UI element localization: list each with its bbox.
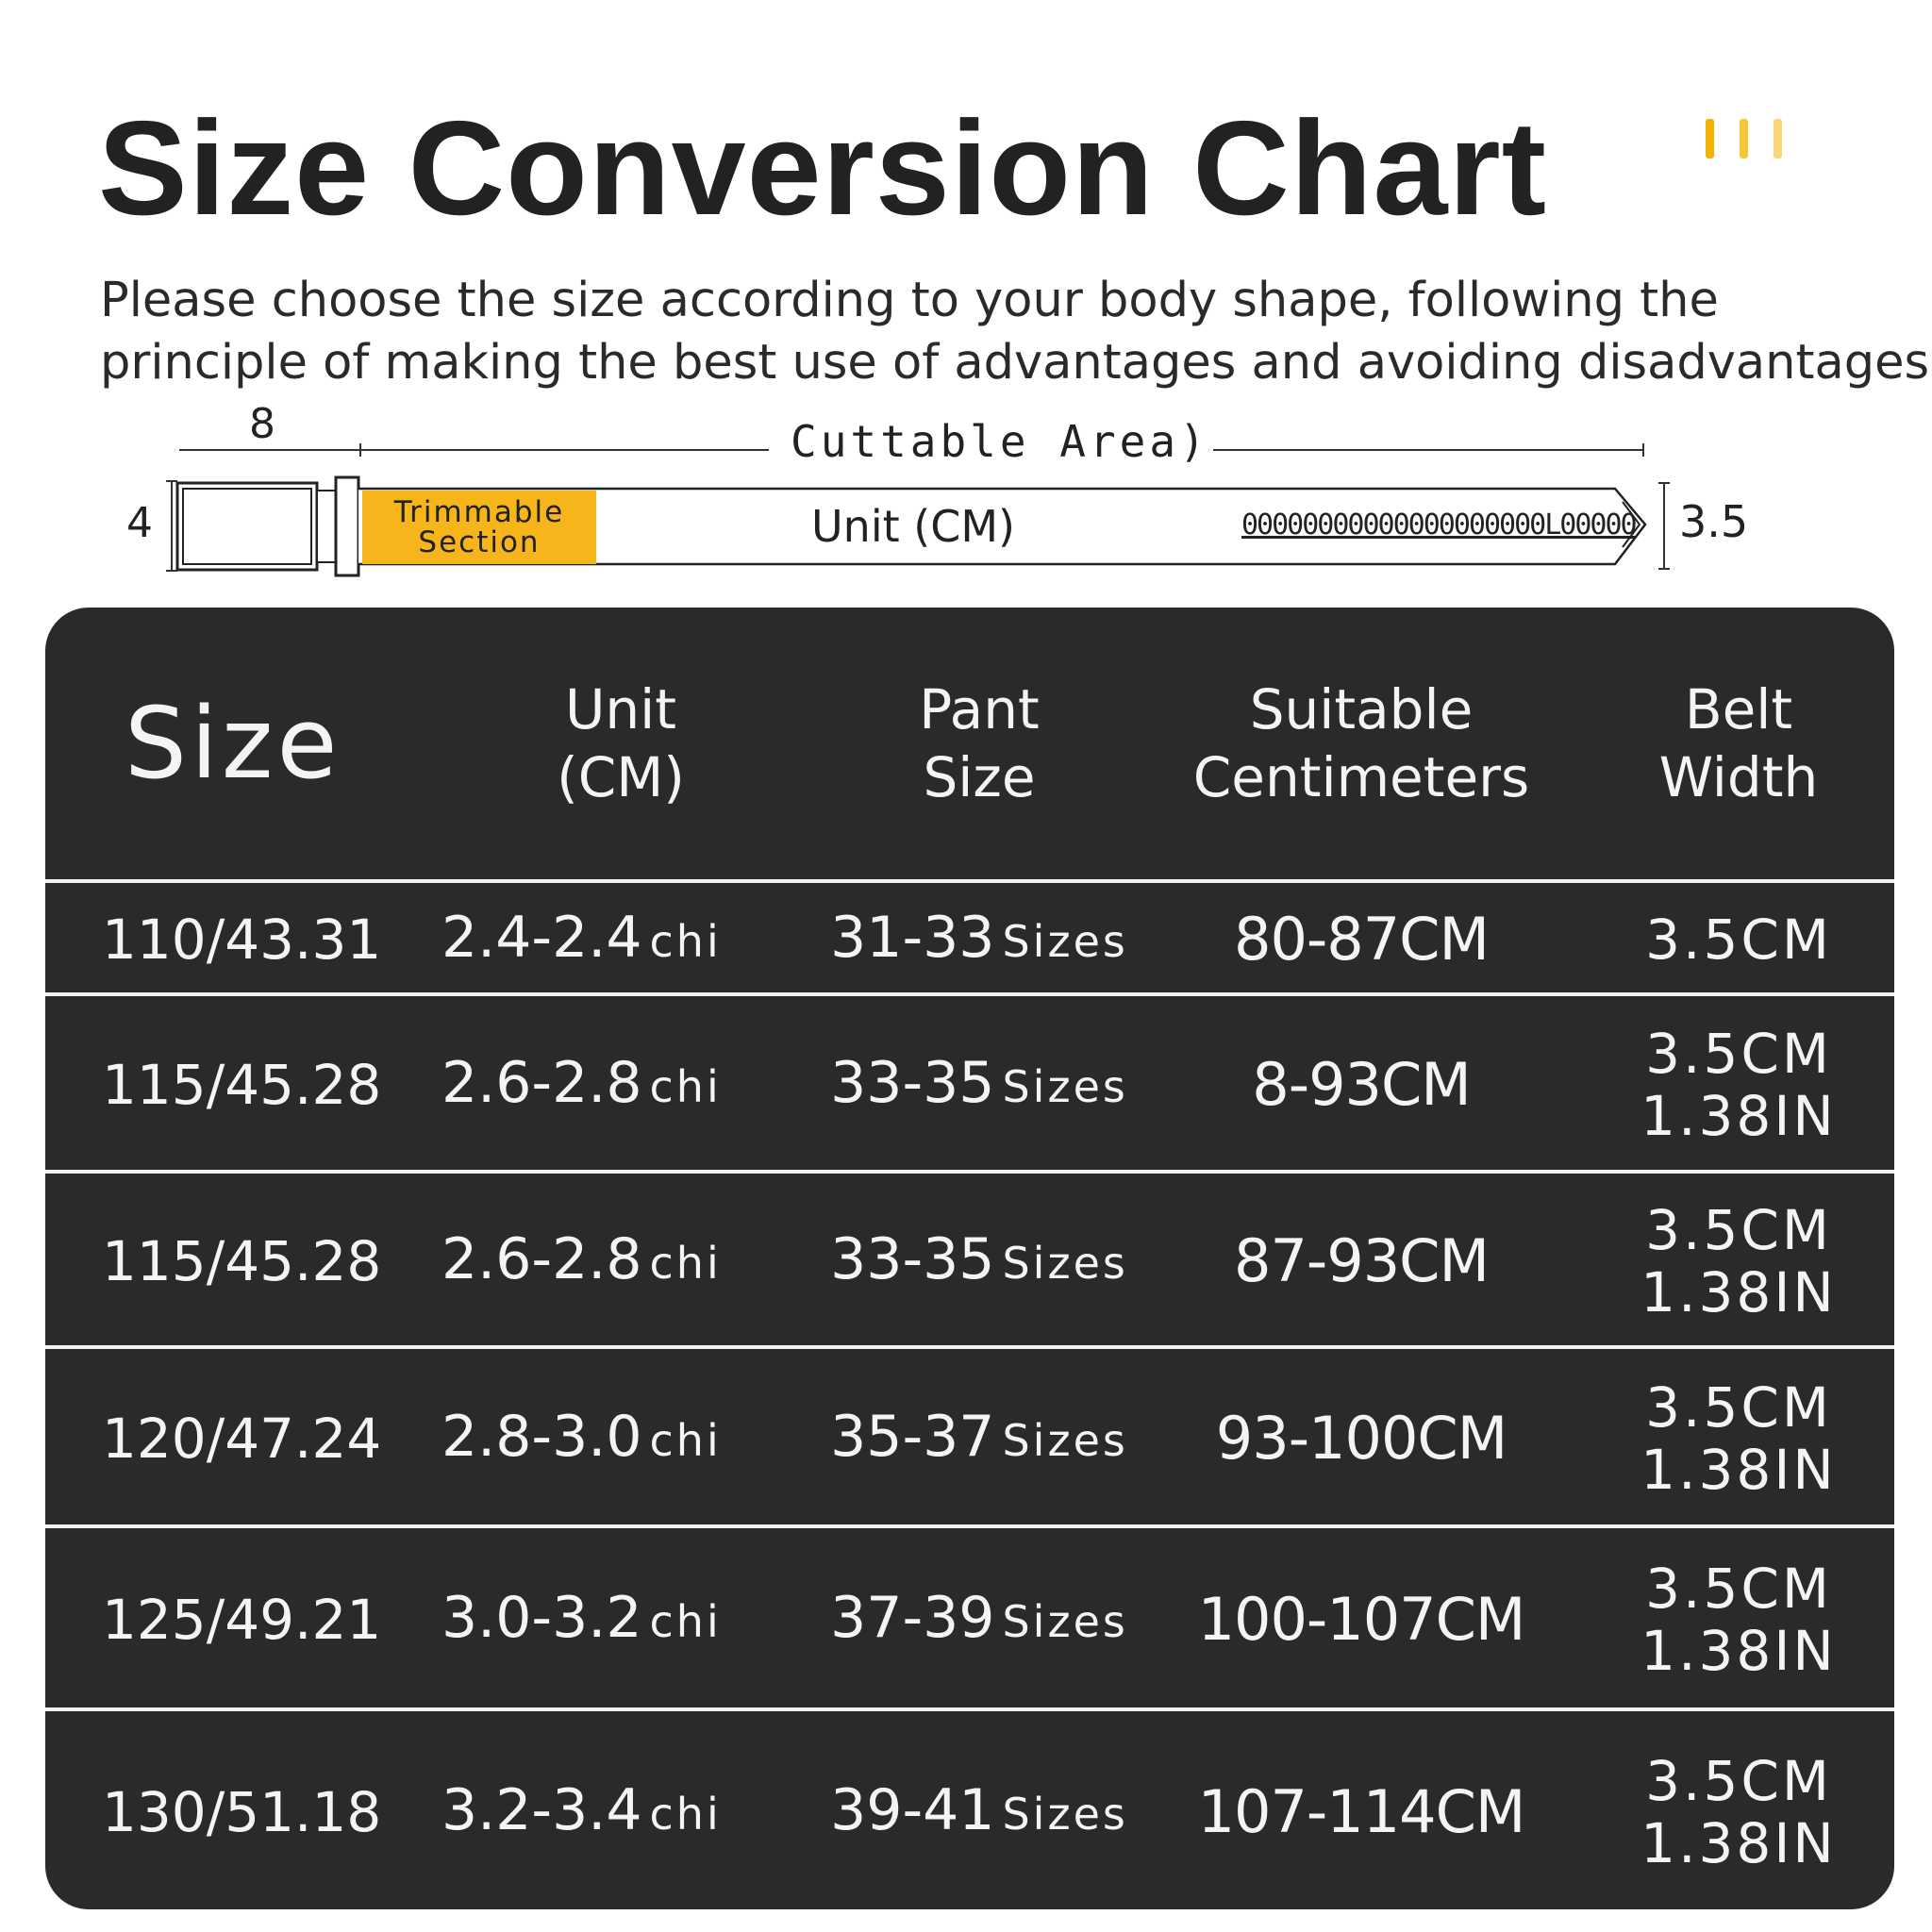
cell-centimeters: 80-87CM [1234, 905, 1489, 974]
belt-width-label: 3.5 [1679, 496, 1749, 547]
cell-size: 125/49.21 [102, 1588, 382, 1652]
table-row [45, 1707, 1894, 1909]
cell-centimeters: 100-107CM [1197, 1585, 1525, 1654]
cell-unit: 3.2-3.4 chi [441, 1777, 722, 1843]
cell-size: 110/43.31 [102, 908, 382, 972]
table-header [45, 608, 1894, 879]
cell-pant-size: 35-37 Sizes [830, 1404, 1128, 1470]
cell-belt-width: 3.5CM 1.38IN [1641, 1375, 1837, 1502]
belt-holes: 00000000000000000000L00000 [1241, 508, 1636, 541]
cell-size: 120/47.24 [102, 1407, 382, 1471]
subtitle-line-1: Please choose the size according to your body shape, following the [100, 273, 1719, 328]
header-pant-line-1: Pant [919, 677, 1040, 741]
table-row [45, 1345, 1894, 1528]
table-row [45, 1170, 1894, 1349]
trimmable-label-2: Section [418, 525, 541, 559]
header-belt-width [1564, 608, 1894, 879]
subtitle-line-2: principle of making the best use of advantages and avoiding disadvantages [100, 335, 1930, 391]
table-row [45, 1524, 1894, 1711]
cell-pant-size: 33-35 Sizes [830, 1226, 1128, 1292]
table-row [45, 879, 1894, 996]
cell-unit: 2.6-2.8 chi [441, 1050, 722, 1116]
cell-centimeters: 107-114CM [1197, 1777, 1525, 1846]
cell-pant-size: 33-35 Sizes [830, 1050, 1128, 1116]
belt-unit-label: Unit (CM) [811, 501, 1015, 552]
header-unit-line-2: (CM) [557, 745, 685, 809]
cell-belt-width: 3.5CM 1.38IN [1641, 1198, 1837, 1324]
trimmable-label-1: Trimmable [393, 495, 565, 529]
cell-belt-width: 3.5CM [1645, 908, 1832, 972]
header-unit-line-1: Unit [564, 677, 677, 741]
cell-pant-size: 31-33 Sizes [830, 905, 1128, 971]
cell-belt-width: 3.5CM 1.38IN [1641, 1557, 1837, 1683]
cell-centimeters: 93-100CM [1215, 1404, 1507, 1473]
size-table [45, 608, 1894, 1909]
table-row [45, 992, 1894, 1174]
cuttable-area-label: Cuttable Area) [787, 420, 1213, 463]
cell-belt-width: 3.5CM 1.38IN [1641, 1749, 1837, 1875]
header-pant-line-2: Size [923, 745, 1036, 809]
header-size: Size [125, 686, 341, 801]
header-cm-line-2: Centimeters [1192, 745, 1530, 809]
header-bw-line-2: Width [1658, 745, 1819, 809]
header-cm-line-1: Suitable [1249, 677, 1474, 741]
cell-unit: 2.4-2.4 chi [441, 905, 722, 971]
cell-size: 115/45.28 [102, 1229, 382, 1293]
cell-unit: 2.6-2.8 chi [441, 1226, 722, 1292]
cell-size: 130/51.18 [102, 1780, 382, 1844]
header-pant-size [800, 608, 1158, 879]
trimmable-section [362, 491, 596, 564]
header-suitable-cm [1158, 608, 1564, 879]
cell-pant-size: 39-41 Sizes [830, 1777, 1128, 1843]
cell-centimeters: 8-93CM [1252, 1050, 1471, 1119]
cell-unit: 2.8-3.0 chi [441, 1404, 722, 1470]
cell-pant-size: 37-39 Sizes [830, 1585, 1128, 1651]
header-unit [441, 608, 800, 879]
cell-size: 115/45.28 [102, 1053, 382, 1117]
header-bw-line-1: Belt [1684, 677, 1793, 741]
page-title: Size Conversion Chart [98, 93, 1547, 243]
cell-centimeters: 87-93CM [1234, 1226, 1489, 1295]
buckle-length-label: 8 [249, 400, 275, 448]
cell-belt-width: 3.5CM 1.38IN [1641, 1022, 1837, 1148]
buckle-height-label: 4 [126, 499, 153, 547]
cell-unit: 3.0-3.2 chi [441, 1585, 722, 1651]
